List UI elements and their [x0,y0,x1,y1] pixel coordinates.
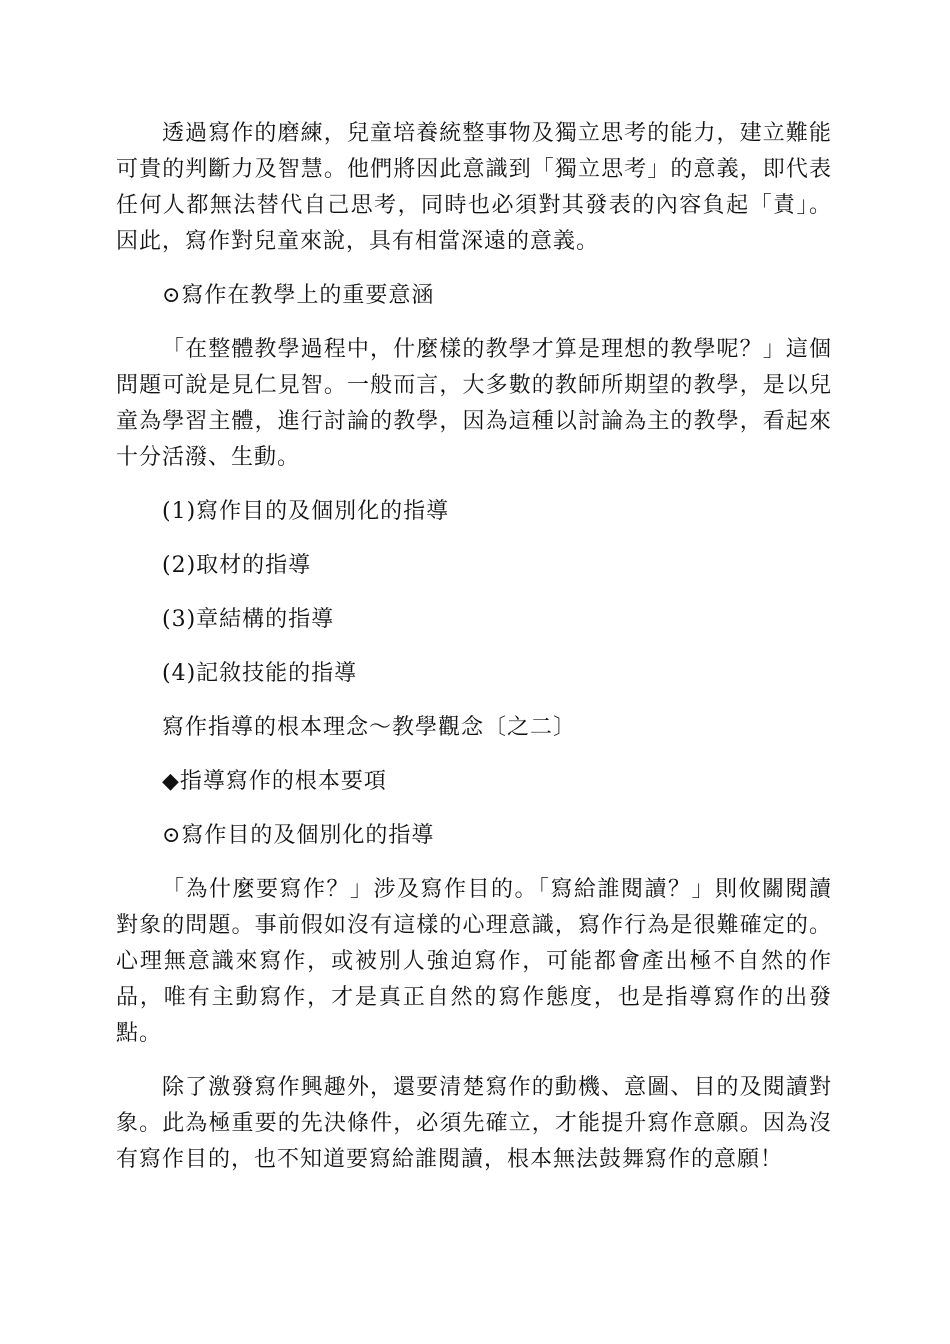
document-page [116,116,832,1178]
list-item-4: (4)記敘技能的指導 [162,661,358,686]
paragraph-why-write: 「為什麼要寫作？」涉及寫作目的。「寫給誰閱讀？」則攸關閱讀對象的問題。事前假如沒有這樣的心理意識，寫作行為是很難確定的。心理無意識來寫作，或被別人強迫寫作，可能都會產出極不自然的作品，唯有主動寫作，才是真正自然的寫作態度，也是指導寫作的出發點。 [116,877,832,1046]
heading-fundamental-items: ◆指導寫作的根本要項 [162,769,387,794]
heading-teaching-importance: ⊙寫作在教學上的重要意涵 [162,283,435,308]
heading-fundamental-concept: 寫作指導的根本理念～教學觀念〔之二〕 [162,715,577,740]
list-item-1: (1)寫作目的及個別化的指導 [162,499,450,524]
paragraph-ideal-teaching: 「在整體教學過程中，什麼樣的教學才算是理想的教學呢？」這個問題可說是見仁見智。一般而言，大多數的教師所期望的教學，是以兒童為學習主體，進行討論的教學，因為這種以討論為主的教學，看起來十分活潑、生動。 [116,337,832,470]
heading-purpose-guidance: ⊙寫作目的及個別化的指導 [162,823,435,848]
paragraph-motivation: 除了激發寫作興趣外，還要清楚寫作的動機、意圖、目的及閱讀對象。此為極重要的先決條件，必須先確立，才能提升寫作意願。因為沒有寫作目的，也不知道要寫給誰閱讀，根本無法鼓舞寫作的意願！ [116,1075,832,1172]
paragraph-intro: 透過寫作的磨練，兒童培養統整事物及獨立思考的能力，建立難能可貴的判斷力及智慧。他們將因此意識到「獨立思考」的意義，即代表任何人都無法替代自己思考，同時也必須對其發表的內容負起「責」。因此，寫作對兒童來說，具有相當深遠的意義。 [116,121,832,254]
list-item-2: (2)取材的指導 [162,553,312,578]
list-item-3: (3)章結構的指導 [162,607,335,632]
